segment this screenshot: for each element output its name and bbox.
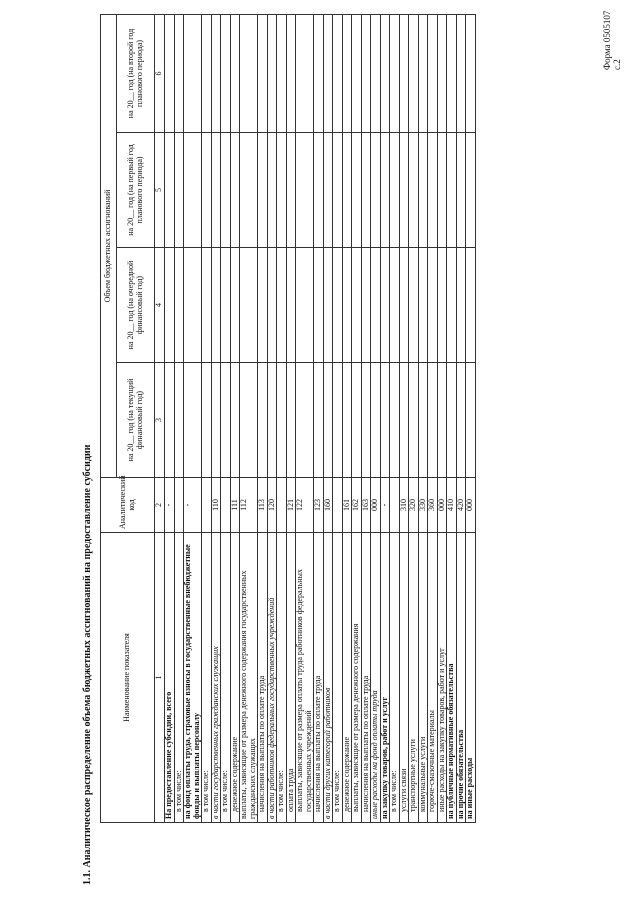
row-name: начисления на выплаты по оплате труда — [258, 533, 268, 823]
row-code: 160 — [323, 478, 333, 533]
row-code: 161 — [342, 478, 352, 533]
allocation-table — [100, 14, 476, 823]
value-cell — [230, 363, 240, 478]
row-name: на иные расходы — [466, 533, 476, 823]
value-cell — [371, 133, 381, 248]
value-cell — [202, 363, 212, 478]
row-code: - — [184, 478, 202, 533]
value-cell — [333, 248, 343, 363]
row-code — [202, 478, 212, 533]
row-name: услуги связи — [399, 533, 409, 823]
value-cell — [184, 133, 202, 248]
value-cell — [184, 248, 202, 363]
value-cell — [314, 14, 324, 132]
row-code: 310 — [399, 478, 409, 533]
row-code: 110 — [211, 478, 221, 533]
row-name: в части других категорий работников — [323, 533, 333, 823]
row-code — [333, 478, 343, 533]
value-cell — [184, 14, 202, 132]
row-name: в том числе: — [202, 533, 212, 823]
row-name: начисления на выплаты по оплате труда — [361, 533, 371, 823]
value-cell — [240, 363, 258, 478]
value-cell — [437, 363, 447, 478]
value-cell — [456, 363, 466, 478]
value-cell — [286, 14, 296, 132]
value-cell — [428, 14, 438, 132]
value-cell — [333, 363, 343, 478]
value-cell — [466, 14, 476, 132]
table-row — [447, 14, 457, 822]
row-code: 120 — [267, 478, 277, 533]
value-cell — [323, 133, 333, 248]
value-cell — [456, 133, 466, 248]
value-cell — [211, 363, 221, 478]
row-code: 123 — [314, 478, 324, 533]
table-row — [418, 14, 428, 822]
value-cell — [277, 248, 287, 363]
value-cell — [399, 363, 409, 478]
column-number: 2 — [155, 478, 165, 533]
table-row — [390, 14, 400, 822]
row-name: На предоставление субсидии, всего — [165, 533, 175, 823]
value-cell — [277, 14, 287, 132]
row-name: в том числе: — [221, 533, 231, 823]
value-cell — [323, 14, 333, 132]
value-cell — [211, 248, 221, 363]
row-code: 112 — [240, 478, 258, 533]
column-number: 6 — [155, 14, 165, 132]
value-cell — [447, 14, 457, 132]
value-cell — [456, 14, 466, 132]
value-cell — [342, 133, 352, 248]
table-row — [165, 14, 175, 822]
table-row — [333, 14, 343, 822]
row-code — [221, 478, 231, 533]
row-name: в том числе: — [333, 533, 343, 823]
value-cell — [267, 363, 277, 478]
value-cell — [371, 14, 381, 132]
value-cell — [221, 248, 231, 363]
value-cell — [333, 133, 343, 248]
value-cell — [418, 133, 428, 248]
value-cell — [184, 363, 202, 478]
value-cell — [390, 14, 400, 132]
value-cell — [437, 14, 447, 132]
row-name: денежное содержание — [342, 533, 352, 823]
value-cell — [380, 248, 390, 363]
value-cell — [323, 363, 333, 478]
value-cell — [267, 14, 277, 132]
value-cell — [390, 363, 400, 478]
value-cell — [296, 14, 314, 132]
value-cell — [342, 14, 352, 132]
value-cell — [286, 133, 296, 248]
value-cell — [371, 248, 381, 363]
table-row — [466, 14, 476, 822]
table-row — [277, 14, 287, 822]
table-row — [296, 14, 314, 822]
value-cell — [352, 363, 362, 478]
value-cell — [258, 14, 268, 132]
value-cell — [456, 248, 466, 363]
value-cell — [409, 248, 419, 363]
column-number: 4 — [155, 248, 165, 363]
row-name: горюче-смазочные материалы — [428, 533, 438, 823]
table-row — [221, 14, 231, 822]
value-cell — [221, 363, 231, 478]
row-code: 162 — [352, 478, 362, 533]
row-name: на прочие обязательства — [456, 533, 466, 823]
value-cell — [267, 133, 277, 248]
row-name: выплаты, зависящие от размера денежного содержания государственных гражданских служащих — [240, 533, 258, 823]
value-cell — [380, 133, 390, 248]
table-row — [371, 14, 381, 822]
value-cell — [267, 248, 277, 363]
row-code: 330 — [418, 478, 428, 533]
value-cell — [361, 363, 371, 478]
value-cell — [390, 248, 400, 363]
row-code — [390, 478, 400, 533]
header-col5: на 20__ год (на первый год планового периода) — [117, 133, 155, 248]
value-cell — [342, 363, 352, 478]
value-cell — [258, 248, 268, 363]
table-row — [258, 14, 268, 822]
header-name: Наименование показателя — [101, 533, 155, 823]
value-cell — [399, 248, 409, 363]
value-cell — [380, 363, 390, 478]
row-code: 113 — [258, 478, 268, 533]
row-name: на фонд оплаты труда, страховые взносы в государственные внебюджетные фонды и выплаты персоналу — [184, 533, 202, 823]
value-cell — [314, 363, 324, 478]
row-code: 122 — [296, 478, 314, 533]
value-cell — [240, 14, 258, 132]
value-cell — [361, 14, 371, 132]
value-cell — [390, 133, 400, 248]
table-row — [202, 14, 212, 822]
section-title: 1.1. Аналитическое распределение объема бюджетных ассигнований на предоставление субсидии — [82, 444, 93, 885]
value-cell — [230, 133, 240, 248]
column-number: 5 — [155, 133, 165, 248]
row-name: денежное содержание — [230, 533, 240, 823]
row-code: 320 — [409, 478, 419, 533]
value-cell — [342, 248, 352, 363]
row-code: - — [165, 478, 175, 533]
row-code: 420 — [456, 478, 466, 533]
table-row — [352, 14, 362, 822]
row-name: оплата труда — [286, 533, 296, 823]
row-name: в том числе: — [390, 533, 400, 823]
table-row — [314, 14, 324, 822]
value-cell — [428, 133, 438, 248]
row-code: 410 — [447, 478, 457, 533]
table-row — [428, 14, 438, 822]
value-cell — [352, 248, 362, 363]
column-number: 3 — [155, 363, 165, 478]
row-name: выплаты, зависящие от размера оплаты труда работников федеральных государственных учреждений — [296, 533, 314, 823]
value-cell — [437, 248, 447, 363]
row-name: на публичные нормативные обязательства — [447, 533, 457, 823]
column-number: 1 — [155, 533, 165, 823]
value-cell — [361, 133, 371, 248]
row-name: иные расходы на фонд оплаты труда — [371, 533, 381, 823]
header-volume: Объем бюджетных ассигнований — [101, 14, 117, 477]
value-cell — [286, 248, 296, 363]
value-cell — [466, 363, 476, 478]
value-cell — [165, 248, 175, 363]
value-cell — [230, 248, 240, 363]
value-cell — [418, 363, 428, 478]
value-cell — [323, 248, 333, 363]
row-name: начисления на выплаты по оплате труда — [314, 533, 324, 823]
header-col6: на 20__ год (на второй год планового периода) — [117, 14, 155, 132]
row-code — [277, 478, 287, 533]
row-code: 000 — [437, 478, 447, 533]
value-cell — [428, 363, 438, 478]
value-cell — [211, 14, 221, 132]
table-body — [165, 14, 476, 822]
value-cell — [174, 14, 184, 132]
value-cell — [409, 14, 419, 132]
value-cell — [296, 133, 314, 248]
value-cell — [428, 248, 438, 363]
value-cell — [202, 248, 212, 363]
value-cell — [314, 133, 324, 248]
value-cell — [352, 133, 362, 248]
row-name: в части государственных гражданских служащих — [211, 533, 221, 823]
row-code: 121 — [286, 478, 296, 533]
value-cell — [277, 363, 287, 478]
value-cell — [296, 248, 314, 363]
value-cell — [221, 133, 231, 248]
header-code: Аналитический код — [101, 478, 155, 533]
row-name: иные расходы на закупку товаров, работ и услуг — [437, 533, 447, 823]
value-cell — [418, 14, 428, 132]
row-name: выплаты, зависящие от размера денежного содержания — [352, 533, 362, 823]
value-cell — [333, 14, 343, 132]
value-cell — [314, 248, 324, 363]
value-cell — [447, 363, 457, 478]
table-row — [409, 14, 419, 822]
table-row — [323, 14, 333, 822]
row-code: 000 — [371, 478, 381, 533]
value-cell — [447, 133, 457, 248]
value-cell — [240, 248, 258, 363]
header-col3: на 20__ год (на текущий финансовый год) — [117, 363, 155, 478]
value-cell — [371, 363, 381, 478]
value-cell — [174, 133, 184, 248]
value-cell — [437, 133, 447, 248]
value-cell — [380, 14, 390, 132]
value-cell — [352, 14, 362, 132]
value-cell — [230, 14, 240, 132]
row-name: коммунальные услуги — [418, 533, 428, 823]
value-cell — [202, 14, 212, 132]
value-cell — [466, 248, 476, 363]
value-cell — [409, 133, 419, 248]
row-code: 111 — [230, 478, 240, 533]
row-name: транспортные услуги — [409, 533, 419, 823]
value-cell — [286, 363, 296, 478]
value-cell — [447, 248, 457, 363]
table-row — [184, 14, 202, 822]
row-name: в том числе: — [277, 533, 287, 823]
value-cell — [399, 14, 409, 132]
row-code: 163 — [361, 478, 371, 533]
value-cell — [165, 14, 175, 132]
table-row — [380, 14, 390, 822]
value-cell — [258, 363, 268, 478]
table-row — [267, 14, 277, 822]
table-row — [399, 14, 409, 822]
header-col4: на 20__ год (на очередной финансовый год) — [117, 248, 155, 363]
value-cell — [409, 363, 419, 478]
value-cell — [202, 133, 212, 248]
value-cell — [165, 133, 175, 248]
value-cell — [399, 133, 409, 248]
table-row — [456, 14, 466, 822]
value-cell — [466, 133, 476, 248]
row-name: на закупку товаров, работ и услуг — [380, 533, 390, 823]
value-cell — [221, 14, 231, 132]
value-cell — [296, 363, 314, 478]
form-code: Форма 0505107 с.2 — [602, 10, 622, 70]
table-row — [211, 14, 221, 822]
value-cell — [258, 133, 268, 248]
value-cell — [174, 248, 184, 363]
row-code: 360 — [428, 478, 438, 533]
row-name: в части работников федеральных государственных учреждений — [267, 533, 277, 823]
row-code: - — [380, 478, 390, 533]
row-name: в том числе: — [174, 533, 184, 823]
value-cell — [174, 363, 184, 478]
value-cell — [361, 248, 371, 363]
value-cell — [418, 248, 428, 363]
value-cell — [277, 133, 287, 248]
value-cell — [165, 363, 175, 478]
value-cell — [240, 133, 258, 248]
row-code: 000 — [466, 478, 476, 533]
value-cell — [211, 133, 221, 248]
table-row — [240, 14, 258, 822]
